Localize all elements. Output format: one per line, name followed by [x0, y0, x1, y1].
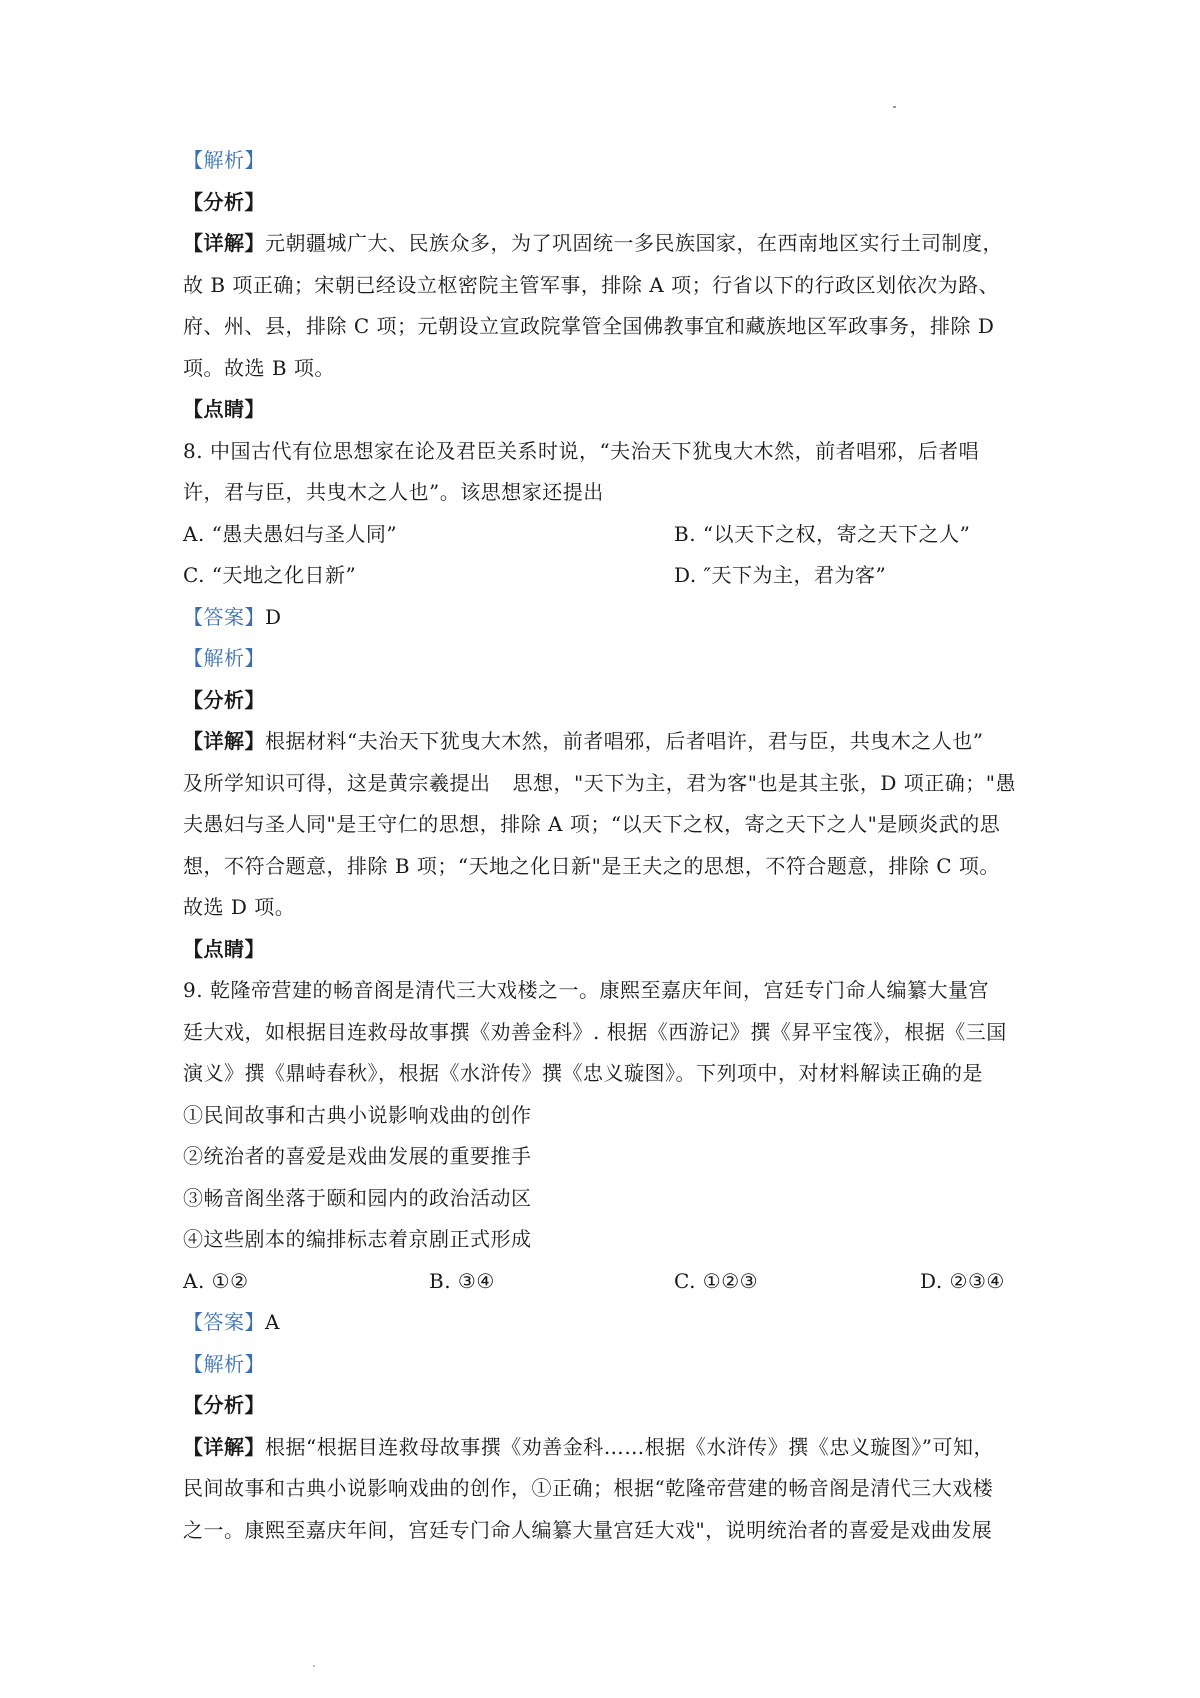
q9-stem-line-2: 廷大戏，如根据目连救母故事撰《劝善金科》. 根据《西游记》撰《昇平宝筏》，根据《三国: [183, 1019, 1007, 1044]
q8-detail-2b: 思想，"天下为主，君为客"也是其主张，D 项正确；"愚: [512, 770, 1016, 795]
q8-option-b: B. “以天下之权，寄之天下之人”: [674, 521, 971, 546]
q9-item-1: ①民间故事和古典小说影响戏曲的创作: [183, 1102, 532, 1127]
q7-detail-line-4: 项。故选 B 项。: [183, 355, 335, 380]
q9-stem-line-3: 演义》撰《鼎峙春秋》，根据《水浒传》撰《忠义璇图》。下列项中，对材料解读正确的是: [183, 1061, 983, 1085]
page-mark-bottom: [313, 1665, 315, 1667]
q8-stem-line-2: 许，君与臣，共曳木之人也”。该思想家还提出: [183, 480, 604, 504]
q8-stem-line-1: 8. 中国古代有位思想家在论及君臣关系时说，“夫治天下犹曳大木然，前者唱邪，后者唱: [183, 438, 980, 463]
q8-options-row-1: [183, 514, 1023, 556]
q8-detail-2a: 及所学知识可得，这是黄宗羲提出: [183, 770, 491, 795]
q9-item-3: ③畅音阁坐落于颐和园内的政治活动区: [183, 1185, 532, 1210]
q9-option-c: C. ①②③: [674, 1268, 759, 1293]
q9-item-4: ④这些剧本的编排标志着京剧正式形成: [183, 1227, 532, 1251]
q8-answer-line: [183, 597, 1023, 639]
q7-detail-line-2: 故 B 项正确；宋朝已经设立枢密院主管军事，排除 A 项；行省以下的行政区划依次为路、: [183, 272, 1000, 297]
q9-stem-line-1: 9. 乾隆帝营建的畅音阁是清代三大戏楼之一。康熙至嘉庆年间，宫廷专门命人编纂大量宫: [183, 978, 989, 1002]
q8-daan-label: 【答案】: [183, 604, 265, 629]
page-mark-top: [893, 106, 896, 108]
q8-answer: D: [265, 604, 282, 629]
q9-answer-line: [183, 1302, 1023, 1344]
q8-option-c: C. “天地之化日新”: [183, 563, 357, 587]
q7-xiangjie-label: 【详解】: [183, 231, 265, 255]
q8-detail-line-4: 想，不符合题意，排除 B 项；“天地之化日新"是王夫之的思想，不符合题意，排除 C 项。: [183, 853, 1000, 878]
q9-option-d: D. ②③④: [920, 1268, 1005, 1293]
q8-dianjing-label: 【点睛】: [183, 936, 265, 961]
q9-detail-line-3: 之一。康熙至嘉庆年间，宫廷专门命人编纂大量宫廷大戏"，说明统治者的喜爱是戏曲发展: [183, 1517, 993, 1542]
q9-daan-label: 【答案】: [183, 1310, 265, 1334]
q8-detail-text: 根据材料“夫治天下犹曳大木然，前者唱邪，后者唱许，君与臣，共曳木之人也”: [265, 729, 984, 753]
q9-option-a: A. ①②: [183, 1268, 249, 1293]
q7-dianjing-label: 【点睛】: [183, 397, 265, 421]
q9-jiexi-label: 【解析】: [183, 1351, 265, 1376]
q9-xiangjie-label: 【详解】: [183, 1434, 265, 1459]
q9-detail-text: 根据“根据目连救母故事撰《劝善金科……根据《水浒传》撰《忠义璇图》”可知，: [265, 1434, 994, 1459]
q8-options-row-2: [183, 555, 1023, 597]
q7-fenxi-label: 【分析】: [183, 189, 265, 214]
q8-option-d: D. ″天下为主，君为客”: [674, 563, 887, 587]
q9-fenxi-label: 【分析】: [183, 1393, 265, 1417]
q8-detail-line-2: [183, 763, 1023, 805]
q8-xiangjie-label: 【详解】: [183, 729, 265, 753]
q9-detail-line-2: 民间故事和古典小说影响戏曲的创作，①正确；根据“乾隆帝营建的畅音阁是清代三大戏楼: [183, 1476, 994, 1500]
q8-option-a: A. “愚夫愚妇与圣人同”: [183, 521, 398, 546]
q7-detail-text: 元朝疆城广大、民族众多，为了巩固统一多民族国家，在西南地区实行土司制度，: [265, 231, 1003, 255]
page-content: [183, 140, 1023, 1551]
q8-detail-line-3: 夫愚妇与圣人同"是王守仁的思想，排除 A 项；“以天下之权，寄之天下之人"是顾炎武的思: [183, 812, 1001, 836]
q7-detail-line-1: [183, 223, 1023, 265]
q8-jiexi-label: 【解析】: [183, 646, 265, 670]
q9-options-row: [183, 1261, 1023, 1303]
q9-item-2: ②统治者的喜爱是戏曲发展的重要推手: [183, 1144, 532, 1168]
q7-jiexi-label: 【解析】: [183, 148, 265, 172]
q9-option-b: B. ③④: [429, 1268, 495, 1293]
q7-detail-line-3: 府、州、县，排除 C 项；元朝设立宣政院掌管全国佛教事宜和藏族地区军政事务，排除 D: [183, 314, 995, 338]
q8-fenxi-label: 【分析】: [183, 687, 265, 712]
q8-detail-line-5: 故选 D 项。: [183, 895, 296, 919]
q9-answer: A: [265, 1310, 280, 1334]
q8-detail-line-1: [183, 721, 1023, 763]
q9-detail-line-1: [183, 1427, 1023, 1469]
